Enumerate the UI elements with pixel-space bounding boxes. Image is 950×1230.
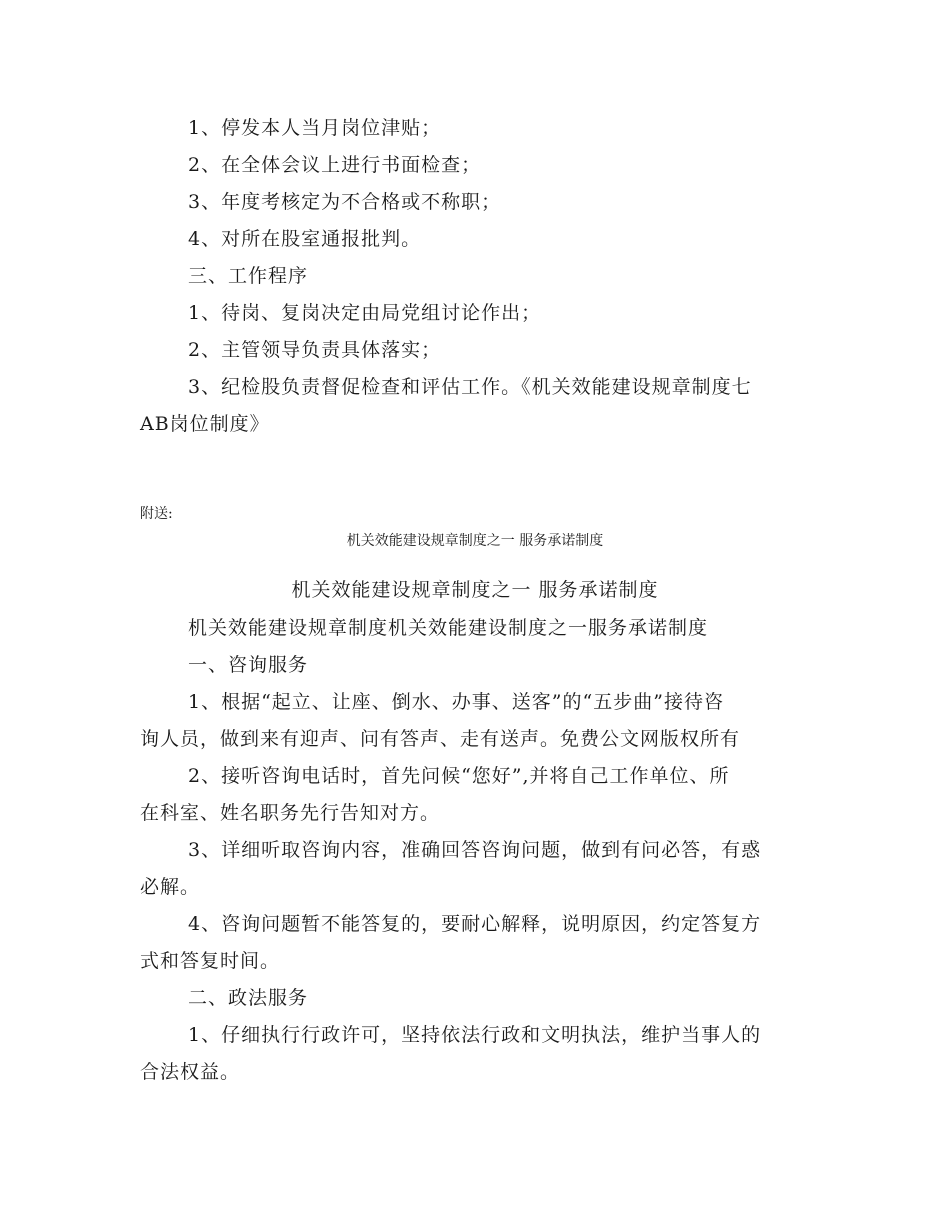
consult-item-4: 4、咨询问题暂不能答复的，要耐心解释，说明原因，约定答复方 — [188, 913, 762, 935]
document-title: 机关效能建设规章制度之一 服务承诺制度 — [291, 579, 659, 601]
consult-item-2: 2、接听咨询电话时，首先问候“您好”,并将自己工作单位、所 — [188, 765, 730, 787]
politics-item-1: 1、仔细执行行政许可，坚持依法行政和文明执法，维护当事人的 — [188, 1024, 762, 1046]
procedure-item-1: 1、待岗、复岗决定由局党组讨论作出； — [188, 302, 542, 324]
procedure-item-3-cont: AB岗位制度》 — [140, 413, 270, 435]
consult-item-3-cont: 必解。 — [140, 876, 201, 898]
consult-item-1-cont: 询人员，做到来有迎声、问有答声、走有送声。免费公文网版权所有 — [140, 728, 741, 750]
document-subtitle: 机关效能建设规章制度机关效能建设制度之一服务承诺制度 — [188, 617, 709, 639]
penalty-item-4: 4、对所在股室通报批判。 — [188, 228, 422, 250]
politics-item-1-cont: 合法权益。 — [140, 1061, 241, 1083]
penalty-item-3: 3、年度考核定为不合格或不称职； — [188, 191, 502, 213]
heading-politics-service: 二、政法服务 — [188, 987, 309, 1009]
consult-item-4-cont: 式和答复时间。 — [140, 950, 281, 972]
consult-item-2-cont: 在科室、姓名职务先行告知对方。 — [140, 802, 441, 824]
consult-item-1: 1、根据“起立、让座、倒水、办事、送客”的“五步曲”接待咨 — [188, 691, 724, 713]
heading-work-procedure: 三、工作程序 — [188, 265, 309, 287]
consult-item-3: 3、详细听取咨询内容，准确回答咨询问题，做到有问必答，有惑 — [188, 839, 762, 861]
heading-consultation: 一、咨询服务 — [188, 654, 309, 676]
penalty-item-1: 1、停发本人当月岗位津贴； — [188, 117, 442, 139]
attachment-label: 附送: — [140, 506, 173, 522]
attachment-small-title: 机关效能建设规章制度之一 服务承诺制度 — [346, 533, 604, 549]
procedure-item-3: 3、纪检股负责督促检查和评估工作。《机关效能建设规章制度七 — [188, 376, 752, 398]
procedure-item-2: 2、主管领导负责具体落实； — [188, 339, 442, 361]
penalty-item-2: 2、在全体会议上进行书面检查； — [188, 154, 482, 176]
